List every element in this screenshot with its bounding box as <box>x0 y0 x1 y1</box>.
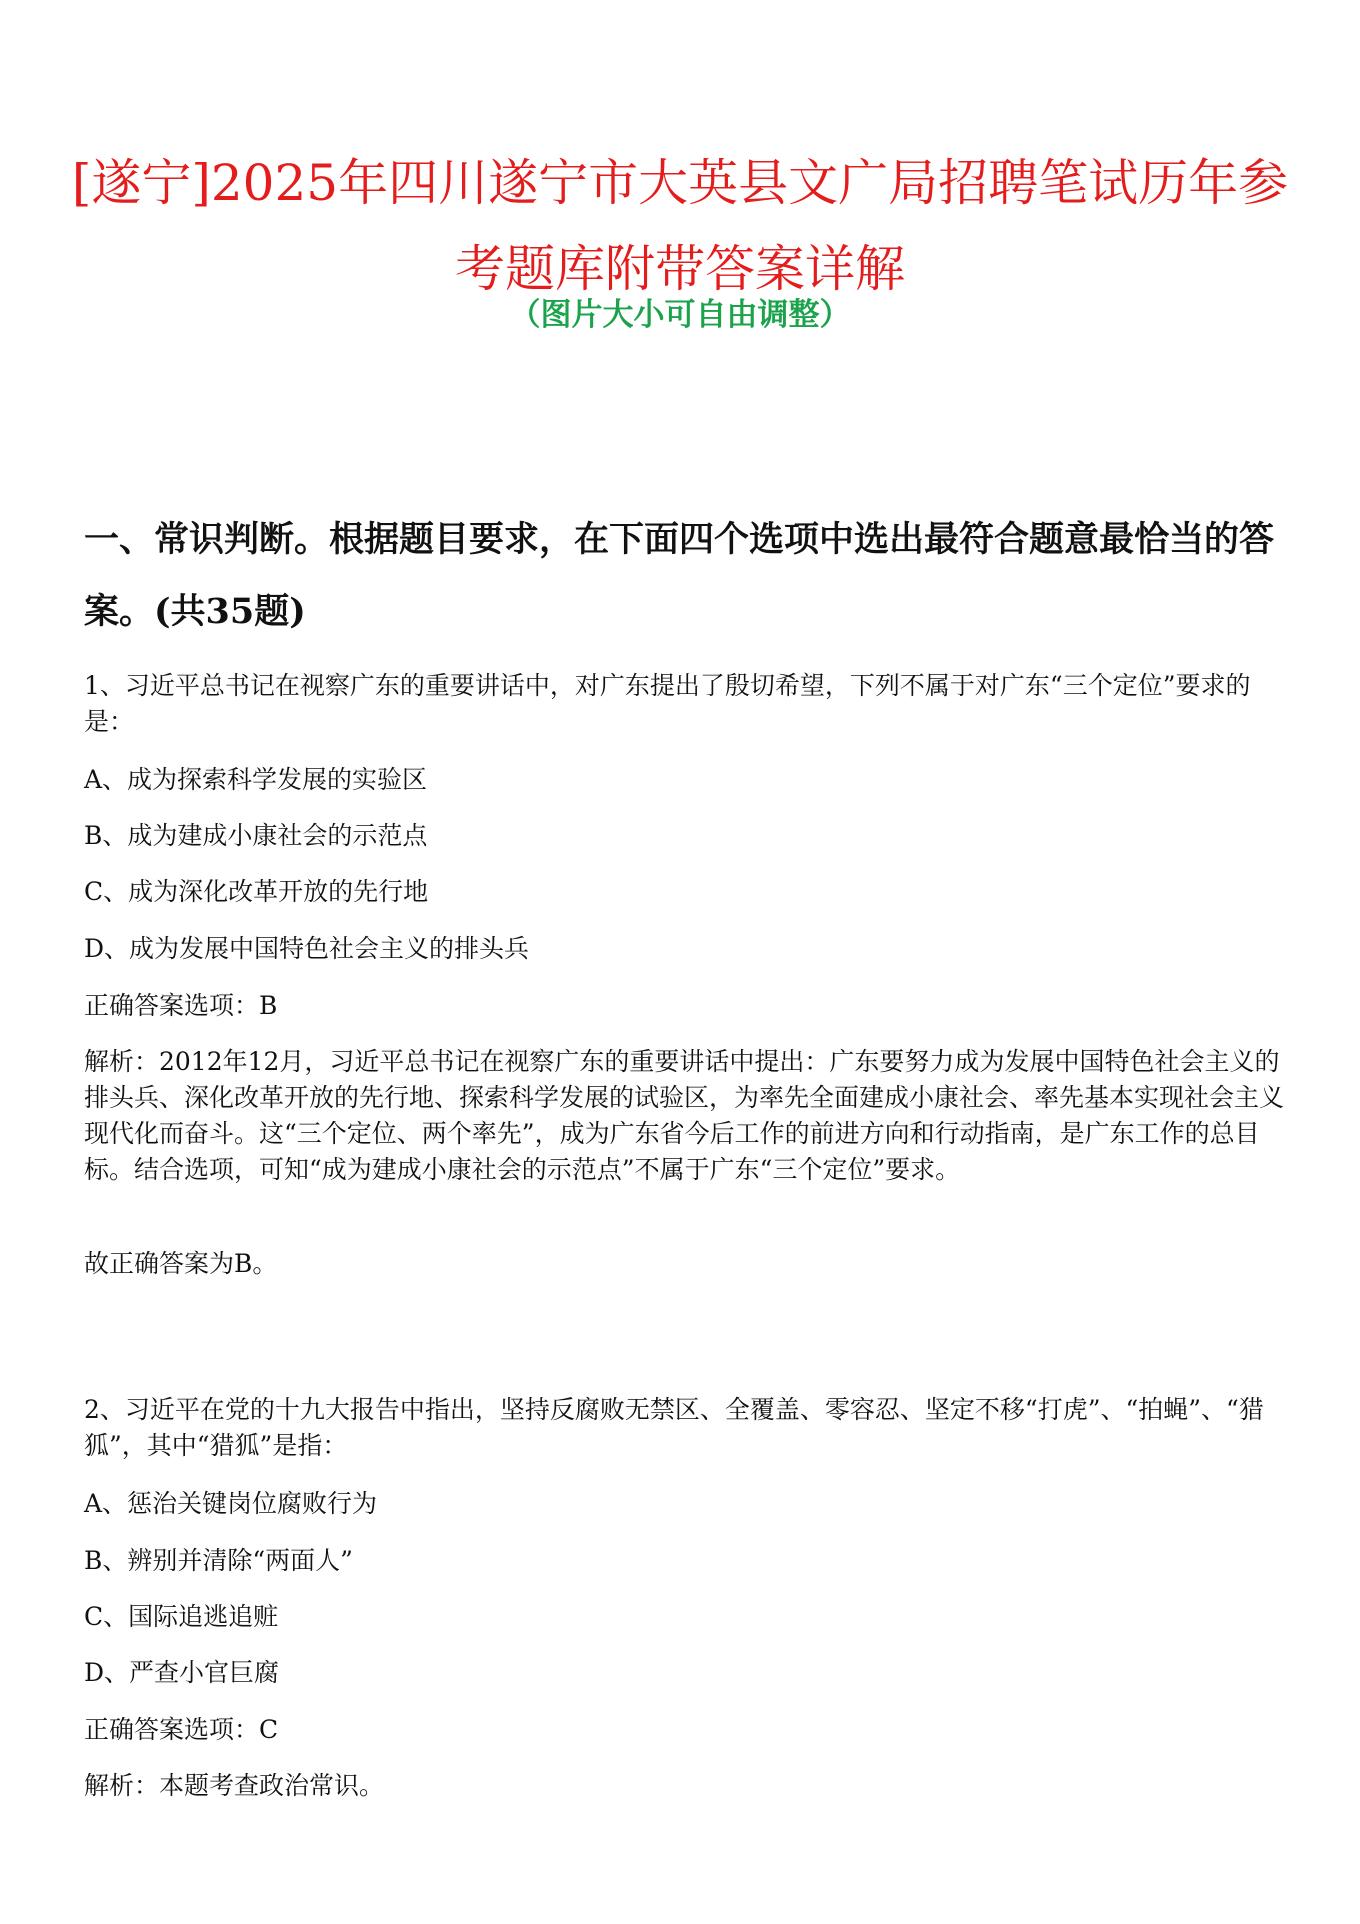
document-title: [遂宁]2025年四川遂宁市大英县文广局招聘笔试历年参考题库附带答案详解 <box>71 154 1289 298</box>
question-1-option-d: D、成为发展中国特色社会主义的排头兵 <box>84 934 530 963</box>
question-2-option-a: A、惩治关键岗位腐败行为 <box>84 1489 378 1518</box>
question-2-analysis: 解析：本题考查政治常识。 <box>84 1771 385 1800</box>
question-1-analysis: 解析：2012年12月，习近平总书记在视察广东的重要讲话中提出：广东要努力成为发展中国特色社会主义的排头兵、深化改革开放的先行地、探索科学发展的试验区，为率先全面建成小康社会、率先基本实现社会主义现代化而奋斗。这“三个定位、两个率先”，成为广东省今后工作的前进方向和行动指南，是广东工作的总目标。结合选项，可知“成为建成小康社会的示范点”不属于广东“三个定位”要求。 <box>84 1047 1285 1184</box>
question-2-option-c: C、国际追逃追赃 <box>84 1602 279 1631</box>
question-1-conclusion: 故正确答案为B。 <box>84 1249 278 1278</box>
question-2-option-d: D、严查小官巨腐 <box>84 1658 280 1687</box>
document-subtitle: （图片大小可自由调整） <box>509 297 851 333</box>
question-2-stem: 2、习近平在党的十九大报告中指出，坚持反腐败无禁区、全覆盖、零容忍、坚定不移“打虎”、“拍蝇”、“猎狐”，其中“猎狐”是指： <box>84 1395 1264 1460</box>
question-1-answer: 正确答案选项：B <box>84 991 278 1020</box>
question-1-option-b: B、成为建成小康社会的示范点 <box>84 821 428 850</box>
question-1-option-a: A、成为探索科学发展的实验区 <box>84 765 428 794</box>
question-1-option-c: C、成为深化改革开放的先行地 <box>84 877 429 906</box>
question-1-stem: 1、习近平总书记在视察广东的重要讲话中，对广东提出了殷切希望，下列不属于对广东“三个定位”要求的是： <box>84 671 1251 736</box>
section-heading: 一、常识判断。根据题目要求，在下面四个选项中选出最符合题意最恰当的答案。(共35题) <box>84 519 1275 632</box>
question-2-option-b: B、辨别并清除“两面人” <box>84 1546 353 1575</box>
question-2-answer: 正确答案选项：C <box>84 1715 279 1744</box>
